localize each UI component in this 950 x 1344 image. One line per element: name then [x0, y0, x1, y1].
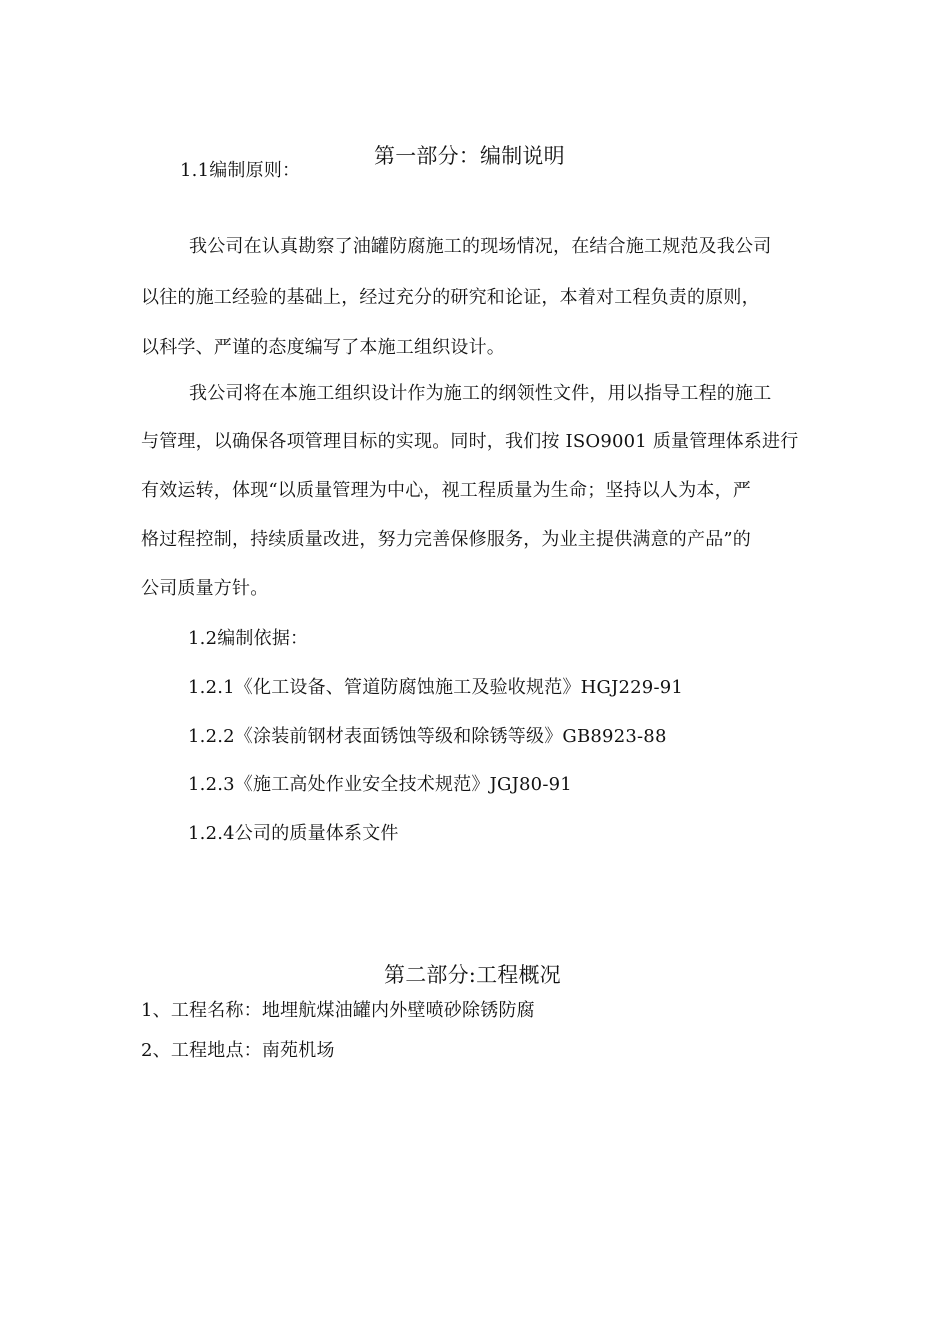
- para2-line4: 格过程控制，持续质量改进，努力完善保修服务，为业主提供满意的产品”的: [141, 529, 751, 550]
- para1-line2: 以往的施工经验的基础上，经过充分的研究和论证，本着对工程负责的原则，: [141, 287, 760, 308]
- para2-line3: 有效运转，体现“以质量管理为中心，视工程质量为生命；坚持以人为本，严: [141, 480, 751, 501]
- basis-item-2: 1.2.2《涂装前钢材表面锈蚀等级和除锈等级》GB8923-88: [188, 726, 667, 747]
- para1-line3: 以科学、严谨的态度编写了本施工组织设计。: [141, 337, 505, 358]
- para1-line1: 我公司在认真勘察了油罐防腐施工的现场情况，在结合施工规范及我公司: [189, 236, 772, 257]
- para2-line2: 与管理，以确保各项管理目标的实现。同时，我们按 ISO9001 质量管理体系进行: [141, 431, 799, 452]
- basis-item-4: 1.2.4公司的质量体系文件: [188, 823, 399, 844]
- para2-line1: 我公司将在本施工组织设计作为施工的纲领性文件，用以指导工程的施工: [189, 383, 772, 404]
- section1-title: 第一部分：编制说明: [374, 144, 565, 168]
- overview-item-2: 2、工程地点：南苑机场: [141, 1040, 335, 1061]
- para2-line5: 公司质量方针。: [141, 578, 269, 599]
- section2-title: 第二部分:工程概况: [384, 963, 561, 987]
- overview-item-1: 1、工程名称：地埋航煤油罐内外壁喷砂除锈防腐: [141, 1000, 535, 1021]
- principle-heading: 1.1编制原则：: [180, 160, 301, 181]
- basis-item-1: 1.2.1《化工设备、管道防腐蚀施工及验收规范》HGJ229-91: [188, 677, 684, 698]
- basis-item-3: 1.2.3《施工高处作业安全技术规范》JGJ80-91: [188, 774, 572, 795]
- basis-heading: 1.2编制依据：: [188, 628, 309, 649]
